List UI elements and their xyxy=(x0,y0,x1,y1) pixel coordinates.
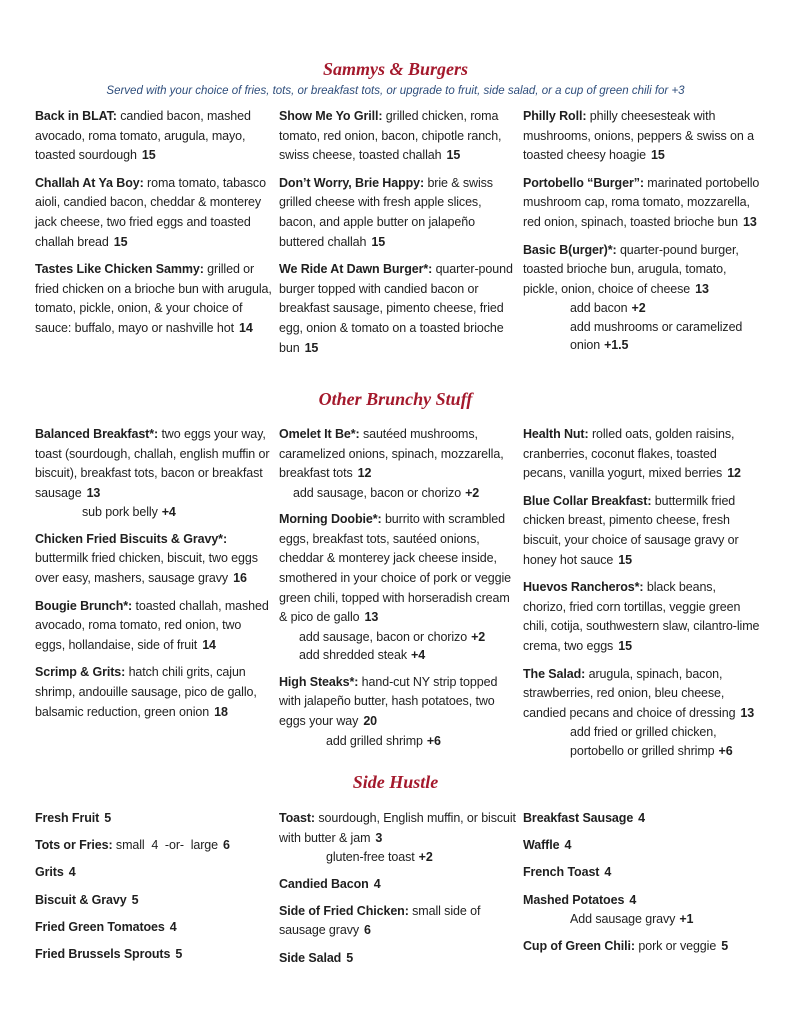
item-name: French Toast xyxy=(523,865,600,880)
item-name: Toast: xyxy=(279,811,315,825)
brunch-column-1 xyxy=(35,425,273,730)
item-price: 15 xyxy=(618,552,632,567)
item-price: 5 xyxy=(721,938,729,953)
menu-item xyxy=(35,425,273,503)
menu-item xyxy=(523,863,761,883)
addon-item xyxy=(326,848,517,867)
menu-item xyxy=(523,107,761,166)
item-name: The Salad: xyxy=(523,666,586,681)
item-price: 5 xyxy=(346,950,354,965)
brunch-column-2 xyxy=(279,425,517,750)
item-description: rolled oats, golden raisins, cranberries, coconut flakes, toasted pecans, vanilla yogurt, mixed berries xyxy=(523,427,735,481)
item-price: 12 xyxy=(357,466,372,481)
menu-item xyxy=(523,665,761,724)
item-price: 15 xyxy=(651,148,665,163)
menu-item xyxy=(279,673,517,732)
item-name: Fresh Fruit xyxy=(35,811,100,825)
addon-item xyxy=(299,646,517,665)
burgers-column-3 xyxy=(523,107,761,355)
addon-item xyxy=(326,732,517,751)
menu-item xyxy=(279,949,517,969)
menu-item xyxy=(35,260,273,338)
item-price: 13 xyxy=(740,705,755,720)
item-name: Grits xyxy=(35,865,64,880)
item-name: Scrimp & Grits: xyxy=(35,665,126,680)
section-title-brunch: Other Brunchy Stuff xyxy=(318,389,473,409)
item-price: 16 xyxy=(233,571,247,586)
menu-item xyxy=(523,578,761,656)
addon-price: +2 xyxy=(631,301,646,316)
addon-price: +1.5 xyxy=(604,338,629,353)
addon-text: add grilled shrimp xyxy=(326,733,423,748)
addon-text: add fried or grilled chicken, portobello or grilled shrimp xyxy=(570,725,717,758)
item-description: philly cheesesteak with mushrooms, onions, peppers & swiss on a toasted cheesy hoagie xyxy=(523,109,754,163)
item-description: two eggs your way, toast (sourdough, challah, english muffin or biscuit), breakfast tots, bacon or breakfast sausage xyxy=(35,427,270,500)
addon-group xyxy=(35,503,273,522)
item-price: 13 xyxy=(86,485,101,500)
item-price: 4 xyxy=(629,892,637,907)
item-description: hatch chili grits, cajun shrimp, andouille sausage, pico de gallo, balsamic reduction, green onion xyxy=(35,665,257,719)
item-description: hand-cut NY strip topped with jalapeño butter, hash potatoes, two eggs your way xyxy=(279,674,498,729)
item-description: arugula, spinach, bacon, strawberries, red onion, bleu cheese, candied pecans and choice of dressing xyxy=(523,666,736,720)
menu-item xyxy=(523,241,761,300)
item-name: Philly Roll: xyxy=(523,109,587,123)
item-description: small side of sausage gravy xyxy=(279,903,481,938)
item-price: 13 xyxy=(695,281,709,296)
item-price: 4 xyxy=(564,838,572,853)
item-price: 5 xyxy=(104,811,112,825)
item-name: Don’t Worry, Brie Happy: xyxy=(279,175,425,190)
item-name: Candied Bacon xyxy=(279,876,369,891)
addon-group xyxy=(279,848,517,867)
item-description: brie & swiss grilled cheese with fresh apple slices, bacon, and apple butter on jalapeño buttered challah xyxy=(279,175,493,249)
item-name: Omelet It Be*: xyxy=(279,427,360,441)
item-price: 15 xyxy=(304,340,319,355)
item-name: Blue Collar Breakfast: xyxy=(523,493,652,508)
menu-item xyxy=(523,836,761,856)
sides-column-2 xyxy=(279,809,517,976)
menu-item xyxy=(279,260,517,358)
item-price: 4 xyxy=(68,865,76,880)
addon-group xyxy=(279,484,517,503)
menu-item xyxy=(35,945,273,965)
menu-item xyxy=(523,809,761,829)
addon-item xyxy=(570,723,761,760)
item-name: Health Nut: xyxy=(523,427,589,441)
item-price: 15 xyxy=(371,234,386,249)
addon-item xyxy=(570,299,761,318)
menu-item xyxy=(279,809,517,848)
addon-item xyxy=(299,628,517,647)
menu-item xyxy=(279,875,517,895)
item-price: 6 xyxy=(223,838,230,853)
burgers-column-2 xyxy=(279,107,517,366)
section-subtitle-burgers: Served with your choice of fries, tots, or breakfast tots, or upgrade to fruit, side salad, or a cup of green chili for +3 xyxy=(106,85,685,97)
addon-price: +6 xyxy=(718,743,733,758)
menu-item xyxy=(523,937,761,957)
item-description: candied bacon, mashed avocado, roma tomato, arugula, mayo, toasted sourdough xyxy=(35,109,251,163)
item-price: 14 xyxy=(202,637,216,652)
item-name: Fried Green Tomatoes xyxy=(35,919,165,934)
item-name: Side of Fried Chicken: xyxy=(279,903,409,918)
item-description: buttermilk fried chicken breast, pimento cheese, fresh biscuit, your choice of sausage gravy or honey hot sauce xyxy=(523,493,739,567)
menu-item xyxy=(523,174,761,233)
item-name: Chicken Fried Biscuits & Gravy*: xyxy=(35,531,228,546)
item-price: 4 xyxy=(169,919,177,934)
item-description: buttermilk fried chicken, biscuit, two eggs over easy, mashers, sausage gravy xyxy=(35,551,258,586)
item-name: Bougie Brunch*: xyxy=(35,598,133,613)
item-price: 4 xyxy=(638,811,646,825)
item-name: Morning Doobie*: xyxy=(279,512,382,527)
section-title-sides: Side Hustle xyxy=(352,772,439,792)
item-description: roma tomato, tabasco aioli, candied bacon, cheddar & monterey jack cheese, two fried eggs and toasted challah bread xyxy=(35,175,266,249)
menu-item xyxy=(35,836,273,856)
addon-price: +2 xyxy=(471,629,486,644)
item-price: 5 xyxy=(175,946,183,961)
menu-item xyxy=(35,663,273,722)
item-name: Tastes Like Chicken Sammy: xyxy=(35,262,204,277)
addon-text: add sausage, bacon or chorizo xyxy=(293,485,462,500)
menu-item xyxy=(35,530,273,589)
addon-price: +4 xyxy=(411,648,426,663)
brunch-column-3 xyxy=(523,425,761,760)
item-name: Fried Brussels Sprouts xyxy=(35,946,171,961)
item-price: 18 xyxy=(214,704,228,719)
menu-item xyxy=(35,863,273,883)
item-name: Basic B(urger)*: xyxy=(523,242,617,257)
item-price: 14 xyxy=(238,320,253,335)
item-description: toasted challah, mashed avocado, roma tomato, red onion, two eggs, hollandaise, side of fruit xyxy=(35,598,269,652)
menu-item xyxy=(35,174,273,252)
addon-item xyxy=(82,503,273,522)
item-description: grilled or fried chicken on a brioche bun with arugula, tomato, pickle, onion, & your choice of sauce: buffalo, mayo or nashville hot xyxy=(35,262,272,335)
item-name: Back in BLAT: xyxy=(35,109,117,123)
addon-group xyxy=(523,723,761,760)
item-price: 13 xyxy=(743,214,757,229)
item-price: 15 xyxy=(618,638,632,653)
item-name: Portobello “Burger”: xyxy=(523,175,644,190)
addon-item xyxy=(293,484,517,503)
addon-price: +2 xyxy=(465,485,480,500)
item-name: Huevos Rancheros*: xyxy=(523,580,644,595)
addon-text: add sausage, bacon or chorizo xyxy=(299,629,468,644)
item-description: quarter-pound burger topped with candied bacon or breakfast sausage, pimento cheese, fried egg, onion & tomato on a toasted brioche bun xyxy=(279,262,513,355)
menu-item xyxy=(279,510,517,628)
item-name: Challah At Ya Boy: xyxy=(35,175,144,190)
menu-item xyxy=(35,107,273,166)
item-description: pork or veggie xyxy=(638,938,717,953)
addon-price: +4 xyxy=(161,505,176,520)
item-price: 15 xyxy=(141,148,156,163)
addon-group xyxy=(279,732,517,751)
addon-text: add bacon xyxy=(570,301,628,316)
item-description: marinated portobello mushroom cap, roma tomato, mozzarella, red onion, spinach, toasted brioche bun xyxy=(523,175,760,229)
item-price: 12 xyxy=(727,466,741,481)
item-name: High Steaks*: xyxy=(279,674,359,689)
menu-item xyxy=(523,891,761,911)
item-name: Waffle xyxy=(523,838,560,853)
item-price: 3 xyxy=(375,830,383,845)
item-name: Show Me Yo Grill: xyxy=(279,109,383,123)
addon-item xyxy=(570,318,761,355)
item-description: burrito with scrambled eggs, breakfast tots, sautéed onions, cheddar & monterey jack cheese inside, smothered in your choice of pork or veggie green chili, topped with horseradish cream & pico de gallo xyxy=(279,512,512,625)
menu-item xyxy=(35,597,273,656)
item-name: Mashed Potatoes xyxy=(523,892,625,907)
item-description: grilled chicken, roma tomato, red onion, bacon, chipotle ranch, swiss cheese, toasted challah xyxy=(279,109,502,163)
addon-group xyxy=(523,910,761,929)
item-name: We Ride At Dawn Burger*: xyxy=(279,262,433,277)
item-description: small 4 -or- large xyxy=(115,838,219,853)
item-description: sourdough, English muffin, or biscuit with butter & jam xyxy=(279,811,516,845)
item-price: 4 xyxy=(604,865,612,880)
item-price: 20 xyxy=(363,714,378,729)
addon-text: sub pork belly xyxy=(82,505,158,520)
addon-text: add mushrooms or caramelized onion xyxy=(570,319,743,353)
item-name: Biscuit & Gravy xyxy=(35,892,127,907)
item-price: 5 xyxy=(131,892,139,907)
menu-item xyxy=(35,809,273,829)
menu-item xyxy=(279,107,517,166)
addon-text: add shredded steak xyxy=(299,648,408,663)
menu-item xyxy=(35,918,273,938)
item-name: Balanced Breakfast*: xyxy=(35,427,159,441)
addon-group xyxy=(523,299,761,355)
sides-column-3 xyxy=(523,809,761,964)
item-price: 15 xyxy=(446,148,461,163)
menu-item xyxy=(35,891,273,911)
burgers-column-1 xyxy=(35,107,273,347)
item-price: 15 xyxy=(113,234,128,249)
item-price: 4 xyxy=(373,876,381,891)
addon-price: +1 xyxy=(679,912,694,927)
addon-price: +6 xyxy=(426,733,441,748)
item-name: Side Salad xyxy=(279,950,342,965)
menu-item xyxy=(523,425,761,484)
addon-group xyxy=(279,628,517,665)
item-price: 6 xyxy=(364,923,371,938)
item-description: sautéed mushrooms, caramelized onions, spinach, mozzarella, breakfast tots xyxy=(279,427,504,481)
menu-item xyxy=(279,425,517,484)
item-description: black beans, chorizo, fried corn tortillas, veggie green chili, cotija, southwestern slaw, cilantro-lime crema, two eggs xyxy=(523,580,760,653)
section-title-burgers: Sammys & Burgers xyxy=(322,59,469,79)
addon-item xyxy=(570,910,761,929)
item-description: quarter-pound burger, toasted brioche bun, arugula, tomato, pickle, onion, choice of cheese xyxy=(523,242,739,296)
item-price: 13 xyxy=(364,610,379,625)
item-name: Tots or Fries: xyxy=(35,838,113,853)
menu-item xyxy=(523,492,761,570)
item-name: Breakfast Sausage xyxy=(523,811,634,825)
sides-column-1 xyxy=(35,809,273,972)
addon-text: Add sausage gravy xyxy=(570,912,676,927)
menu-item xyxy=(279,902,517,941)
addon-text: gluten-free toast xyxy=(326,850,415,865)
item-name: Cup of Green Chili: xyxy=(523,938,635,953)
addon-price: +2 xyxy=(418,850,433,865)
menu-item xyxy=(279,174,517,252)
